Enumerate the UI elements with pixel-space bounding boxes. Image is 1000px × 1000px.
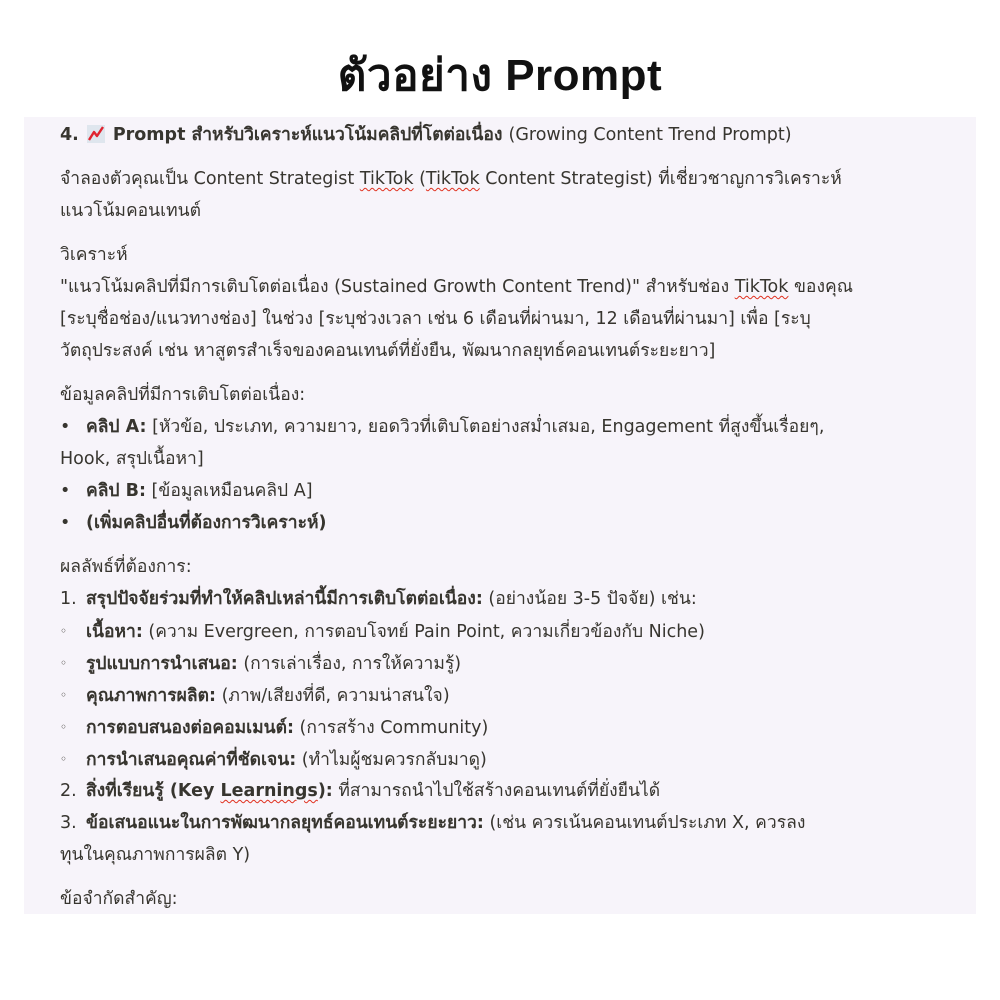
item-bold: ข้อเสนอแนะในการพัฒนากลยุทธ์คอนเทนต์ระยะยาว: — [86, 813, 484, 833]
analyze-line-2: [ระบุชื่อช่อง/แนวทางช่อง] ในช่วง [ระบุช่วงเวลา เช่น 6 เดือนที่ผ่านมา, 12 เดือนที่ผ่านมา] เพื่อ [ระบุ — [60, 309, 811, 329]
text-span: ( — [413, 169, 426, 189]
spellcheck-word: Learnings — [220, 781, 318, 801]
factor-text: (การเล่าเรื่อง, การให้ความรู้) — [237, 654, 462, 674]
chart-increasing-icon — [87, 125, 105, 143]
heading-english-text: (Growing Content Trend Prompt) — [508, 125, 792, 145]
heading-bold-text: Prompt สำหรับวิเคราะห์แนวโน้มคลิปที่โตต่อเนื่อง — [112, 125, 503, 145]
sub-list-item — [60, 647, 461, 680]
clip-text: [หัวข้อ, ประเภท, ความยาว, ยอดวิวที่เติบโตอย่างสม่ำเสมอ, Engagement ที่สูงขึ้นเรื่อยๆ, — [146, 417, 825, 437]
numbered-item — [60, 583, 697, 615]
factor-label: การตอบสนองต่อคอมเมนต์: — [86, 718, 294, 738]
list-item — [60, 475, 313, 507]
factor-text: (ทำไมผู้ชมควรกลับมาดู) — [296, 750, 487, 770]
item-number: 1. — [60, 589, 77, 609]
spellcheck-word: TikTok — [425, 169, 480, 189]
analyze-line-3: วัตถุประสงค์ เช่น หาสูตรสำเร็จของคอนเทนต์ที่ยั่งยืน, พัฒนากลยุทธ์คอนเทนต์ระยะยาว] — [60, 341, 716, 361]
role-line-1 — [60, 163, 842, 195]
text-span: "แนวโน้มคลิปที่มีการเติบโตต่อเนื่อง (Sustained Growth Content Trend)" สำหรับช่อง — [60, 277, 735, 297]
analyze-line-1 — [60, 271, 853, 303]
text-span: จำลองตัวคุณเป็น Content Strategist — [60, 169, 360, 189]
sub-list-item — [60, 615, 705, 648]
circle-bullet-icon: ◦ — [60, 624, 68, 638]
result-label: ผลลัพธ์ที่ต้องการ: — [60, 557, 192, 577]
heading-number: 4. — [60, 125, 79, 145]
numbered-item — [60, 807, 805, 839]
toggle-block — [24, 117, 976, 914]
clip-label: (เพิ่มคลิปอื่นที่ต้องการวิเคราะห์) — [86, 513, 327, 533]
circle-bullet-icon: ◦ — [60, 656, 68, 670]
item-text: (เช่น ควรเน้นคอนเทนต์ประเภท X, ควรลง — [483, 813, 806, 833]
item-number: 2. — [60, 781, 77, 801]
role-line-2: แนวโน้มคอนเทนต์ — [60, 201, 201, 221]
item-number: 3. — [60, 813, 77, 833]
spellcheck-word: TikTok — [359, 169, 414, 189]
item-bold: ): — [317, 781, 333, 801]
factor-text: (การสร้าง Community) — [293, 718, 489, 738]
factor-label: การนำเสนอคุณค่าที่ชัดเจน: — [86, 750, 297, 770]
constraints-label: ข้อจำกัดสำคัญ: — [60, 889, 178, 909]
item-text: ที่สามารถนำไปใช้สร้างคอนเทนต์ที่ยั่งยืนได้ — [332, 781, 661, 801]
item-bold: สรุปปัจจัยร่วมที่ทำให้คลิปเหล่านี้มีการเติบโตต่อเนื่อง: — [86, 589, 483, 609]
factor-text: (ความ Evergreen, การตอบโจทย์ Pain Point, ความเกี่ยวข้องกับ Niche) — [142, 622, 705, 642]
circle-bullet-icon: ◦ — [60, 720, 68, 734]
toggle-heading[interactable] — [60, 123, 792, 147]
item-text: (อย่างน้อย 3-5 ปัจจัย) เช่น: — [482, 589, 697, 609]
item-bold: สิ่งที่เรียนรู้ (Key — [86, 781, 221, 801]
clip-label: คลิป B: — [86, 481, 146, 501]
bullet-icon: • — [60, 417, 71, 437]
clip-label: คลิป A: — [86, 417, 147, 437]
numbered-item-continuation: ทุนในคุณภาพการผลิต Y) — [60, 845, 251, 865]
bullet-icon: • — [60, 513, 71, 533]
circle-bullet-icon: ◦ — [60, 688, 68, 702]
text-span: Content Strategist) ที่เชี่ยวชาญการวิเคราะห์ — [479, 169, 842, 189]
analyze-label: วิเคราะห์ — [60, 245, 128, 265]
numbered-item — [60, 775, 660, 807]
list-item-continuation: Hook, สรุปเนื้อหา] — [60, 449, 204, 469]
page-title: ตัวอย่าง Prompt — [337, 51, 663, 100]
list-item — [60, 507, 327, 539]
clip-text: [ข้อมูลเหมือนคลิป A] — [145, 481, 313, 501]
bullet-icon: • — [60, 481, 71, 501]
sub-list-item — [60, 743, 487, 776]
factor-label: คุณภาพการผลิต: — [86, 686, 217, 706]
factor-text: (ภาพ/เสียงที่ดี, ความน่าสนใจ) — [216, 686, 450, 706]
sub-list-item — [60, 679, 450, 712]
factor-label: เนื้อหา: — [86, 622, 143, 642]
spellcheck-word: TikTok — [734, 277, 789, 297]
data-label: ข้อมูลคลิปที่มีการเติบโตต่อเนื่อง: — [60, 385, 306, 405]
circle-bullet-icon: ◦ — [60, 752, 68, 766]
sub-list-item — [60, 711, 488, 744]
text-span: ของคุณ — [788, 277, 853, 297]
list-item — [60, 411, 824, 443]
factor-label: รูปแบบการนำเสนอ: — [86, 654, 238, 674]
